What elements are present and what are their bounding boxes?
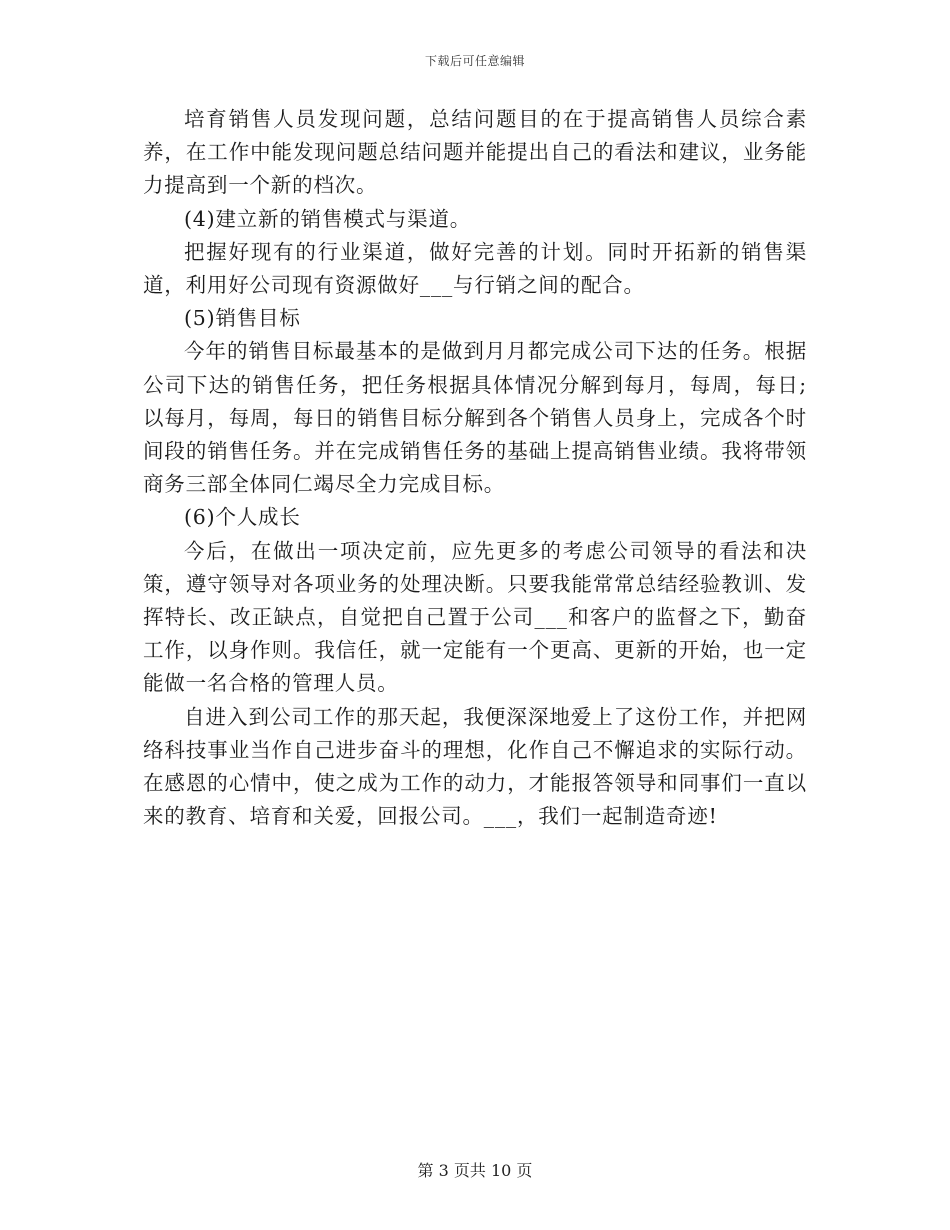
- paragraph-personal-growth: 今后，在做出一项决定前，应先更多的考虑公司领导的看法和决策，遵守领导对各项业务的处理决断。只要我能常常总结经验教训、发挥特长、改正缺点，自觉把自己置于公司___和客户的监督之下，勤奋工作，以身作则。我信任，就一定能有一个更高、更新的开始，也一定能做一名合格的管理人员。: [143, 538, 807, 696]
- paragraph-channels: 把握好现有的行业渠道，做好完善的计划。同时开拓新的销售渠道，利用好公司现有资源做好___与行销之间的配合。: [143, 239, 807, 298]
- section-heading-5: (5)销售目标: [184, 306, 301, 331]
- document-body: [143, 103, 807, 833]
- page-header: 下载后可任意编辑: [424, 54, 525, 68]
- paragraph-training: 培育销售人员发现问题，总结问题目的在于提高销售人员综合素养，在工作中能发现问题总结问题并能提出自己的看法和建议，业务能力提高到一个新的档次。: [143, 107, 807, 198]
- page-footer: 第 3 页共 10 页: [417, 1161, 533, 1180]
- section-heading-6: (6)个人成长: [184, 505, 301, 530]
- paragraph-conclusion: 自进入到公司工作的那天起，我便深深地爱上了这份工作，并把网络科技事业当作自己进步奋斗的理想，化作自己不懈追求的实际行动。在感恩的心情中，使之成为工作的动力，才能报答领导和同事们一直以来的教育、培育和关爱，回报公司。___，我们一起制造奇迹!: [143, 704, 807, 829]
- paragraph-sales-target: 今年的销售目标最基本的是做到月月都完成公司下达的任务。根据公司下达的销售任务，把任务根据具体情况分解到每月，每周，每日;以每月，每周，每日的销售目标分解到各个销售人员身上，完成各个时间段的销售任务。并在完成销售任务的基础上提高销售业绩。我将带领商务三部全体同仁竭尽全力完成目标。: [143, 339, 807, 497]
- section-heading-4: (4)建立新的销售模式与渠道。: [184, 206, 472, 231]
